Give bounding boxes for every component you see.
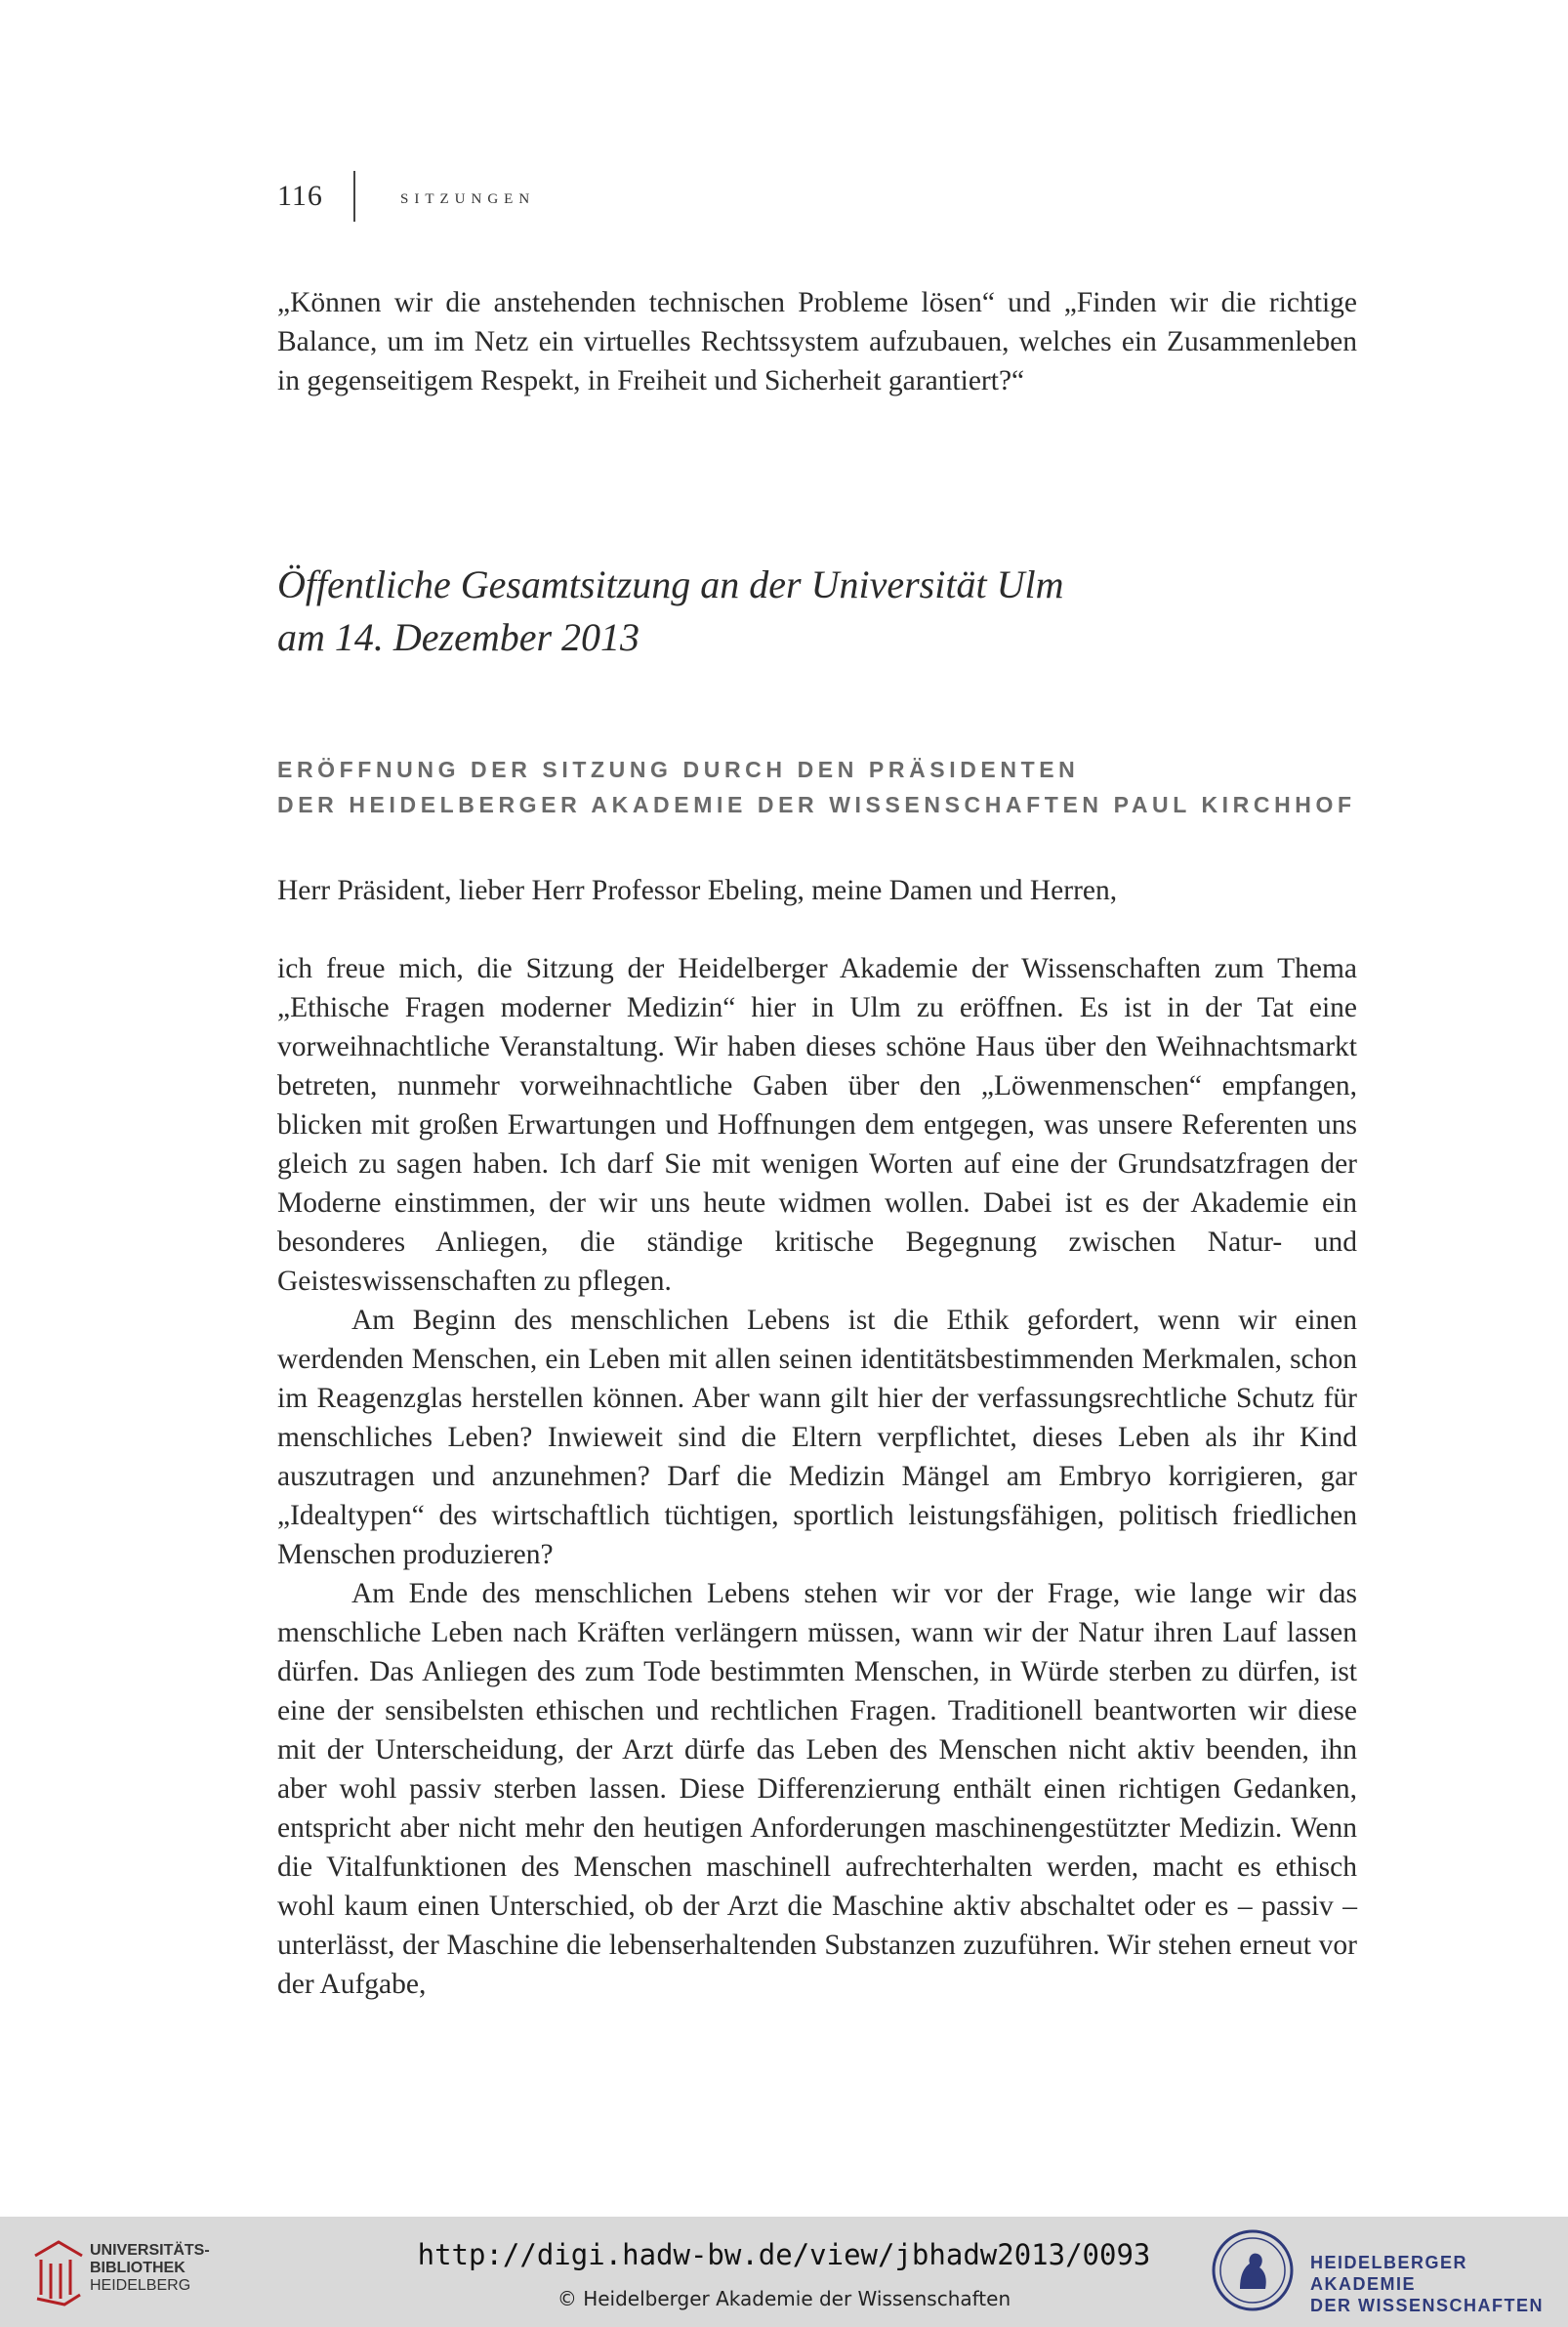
running-head-divider	[353, 171, 355, 222]
main-text	[277, 949, 1357, 2004]
university-library-name: UNIVERSITÄTS- BIBLIOTHEK HEIDELBERG	[90, 2242, 210, 2294]
greeting-line: Herr Präsident, lieber Herr Professor Ebeling, meine Damen und Herren,	[277, 875, 1118, 906]
academy-seal-icon	[1211, 2228, 1295, 2312]
paragraph: ich freue mich, die Sitzung der Heidelberger Akademie der Wissenschaften zum Thema „Ethische Fragen moderner Medizin“ hier in Ulm zu eröffnen. Es ist in der Tat eine vorweihnachtliche Veranstaltung. Wir haben dieses schöne Haus über den Weihnachtsmarkt betreten, nunmehr vorweihnachtliche Gaben über den „Löwenmenschen“ empfangen, blicken mit großen Erwartungen und Hoffnungen dem entgegen, was unsere Referenten uns gleich zu sagen haben. Ich darf Sie mit wenigen Worten auf eine der Grundsatzfragen der Moderne einstimmen, der wir uns heute widmen wollen. Dabei ist es der Akademie ein besonderes Anliegen, die ständige kritische Begegnung zwischen Natur- und Geisteswissenschaften zu pflegen.	[277, 953, 1357, 1297]
subheading-line-1: ERÖFFNUNG DER SITZUNG DURCH DEN PRÄSIDENTEN	[277, 757, 1080, 782]
greeting	[277, 871, 1357, 910]
session-heading	[277, 559, 1357, 664]
paragraph: „Können wir die anstehenden technischen Probleme lösen“ und „Finden wir die richtige Balance, um im Netz ein virtuelles Rechtssystem aufzubauen, welches ein Zusammenleben in gegenseitigem Respekt, in Freiheit und Sicherheit garantiert?“	[277, 287, 1357, 396]
speech-subheading	[277, 752, 1371, 822]
subheading-line-2: DER HEIDELBERGER AKADEMIE DER WISSENSCHAFTEN PAUL KIRCHHOF	[277, 792, 1356, 817]
footer-bar	[0, 2217, 1568, 2327]
intro-text	[277, 283, 1357, 400]
academy-name: HEIDELBERGER AKADEMIE DER WISSENSCHAFTEN	[1310, 2253, 1545, 2315]
heading-line-1: Öffentliche Gesamtsitzung an der Universität Ulm	[277, 562, 1064, 606]
section-title: sitzungen	[400, 184, 536, 208]
paragraph: Am Beginn des menschlichen Lebens ist die Ethik gefordert, wenn wir einen werdenden Menschen, ein Leben mit allen seinen identitätsbestimmenden Merkmalen, schon im Reagenzglas herstellen können. Aber wann gilt hier der verfassungsrechtliche Schutz für menschliches Leben? Inwieweit sind die Eltern verpflichtet, dieses Leben als ihr Kind auszutragen und anzunehmen? Darf die Medizin Mängel am Embryo korrigieren, gar „Idealtypen“ des wirtschaftlich tüchtigen, sportlich leistungsfähigen, politisch friedlichen Menschen produzieren?	[277, 1305, 1357, 1570]
running-head	[277, 171, 535, 222]
page-number: 116	[277, 180, 323, 212]
paragraph: Am Ende des menschlichen Lebens stehen wir vor der Frage, wie lange wir das menschliche Leben nach Kräften verlängern müssen, wann wir der Natur ihren Lauf lassen dürfen. Das Anliegen des zum Tode bestimmten Menschen, in Würde sterben zu dürfen, ist eine der sensibelsten ethischen und rechtlichen Fragen. Traditionell beantworten wir diese mit der Unterscheidung, der Arzt dürfe das Leben des Menschen nicht aktiv beenden, ihn aber wohl passiv sterben lassen. Diese Differenzierung enthält einen richtigen Gedanken, entspricht aber nicht mehr den heutigen Anforderungen maschinengestützter Medizin. Wenn die Vitalfunktionen des Menschen maschinell aufrechterhalten werden, macht es ethisch wohl kaum einen Unterschied, ob der Arzt die Maschine aktiv abschaltet oder es – passiv – unterlässt, der Maschine die lebenserhaltenden Substanzen zuzuführen. Wir stehen erneut vor der Aufgabe,	[277, 1578, 1357, 2000]
copyright-notice: © Heidelberger Akademie der Wissenschaften	[557, 2287, 1011, 2310]
permalink-url[interactable]: http://digi.hadw-bw.de/view/jbhadw2013/0093	[417, 2238, 1151, 2271]
heading-line-2: am 14. Dezember 2013	[277, 615, 640, 659]
